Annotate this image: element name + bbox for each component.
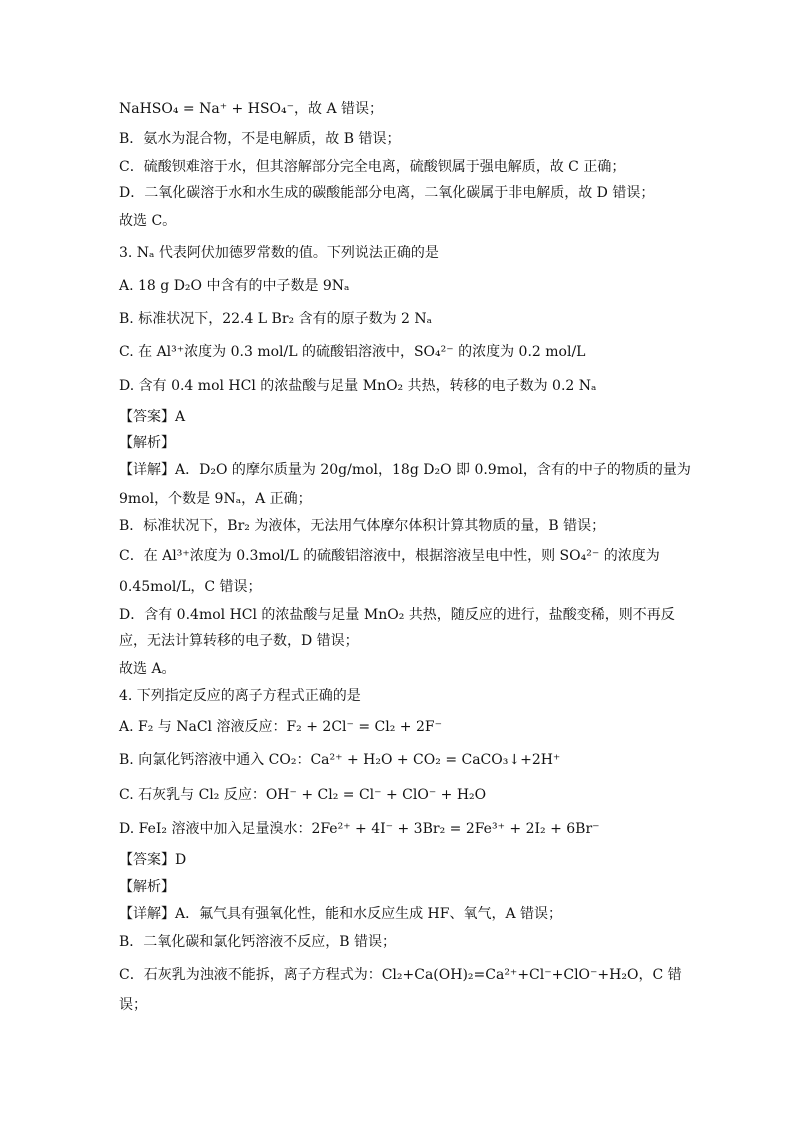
text-line: 【详解】A．D₂O 的摩尔质量为 20g/mol，18g D₂O 即 0.9mol，含有的中子的物质的量为 <box>119 462 691 478</box>
text-line: 故选 A。 <box>119 661 176 677</box>
option-b: B. 向氯化钙溶液中通入 CO₂：Ca²⁺ + H₂O + CO₂ = CaCO₃↓+2H⁺ <box>119 752 561 768</box>
text-line: 应，无法计算转移的电子数，D 错误； <box>119 633 359 649</box>
analysis-label: 【解析】 <box>119 879 175 895</box>
option-b: B. 标准状况下，22.4 L Br₂ 含有的原子数为 2 Nₐ <box>119 311 433 327</box>
text-line: 0.45mol/L，C 错误； <box>119 579 262 595</box>
text-line: C．硫酸钡难溶于水，但其溶解部分完全电离，硫酸钡属于强电解质，故 C 正确； <box>119 159 626 175</box>
analysis-label: 【解析】 <box>119 435 175 451</box>
text-line: B．氨水为混合物，不是电解质，故 B 错误； <box>119 131 401 147</box>
answer-label: 【答案】A <box>119 409 186 425</box>
text-line: 【详解】A．氟气具有强氧化性，能和水反应生成 HF、氧气，A 错误； <box>119 906 563 922</box>
text-line: C．石灰乳为浊液不能拆，离子方程式为：Cl₂+Ca(OH)₂=Ca²⁺+Cl⁻+ClO⁻+H₂O，C 错 <box>119 967 682 983</box>
text-line: D．二氧化碳溶于水和水生成的碳酸能部分电离，二氧化碳属于非电解质，故 D 错误； <box>119 185 655 201</box>
text-line: NaHSO₄ = Na⁺ + HSO₄⁻，故 A 错误； <box>119 101 384 117</box>
option-a: A. F₂ 与 NaCl 溶液反应：F₂ + 2Cl⁻ = Cl₂ + 2F⁻ <box>119 719 442 735</box>
question-4-stem: 4. 下列指定反应的离子方程式正确的是 <box>119 688 361 704</box>
text-line: 故选 C。 <box>119 213 177 229</box>
text-line: 误； <box>119 997 147 1013</box>
question-3-stem: 3. Nₐ 代表阿伏加德罗常数的值。下列说法正确的是 <box>119 245 439 261</box>
text-line: C．在 Al³⁺浓度为 0.3mol/L 的硫酸铝溶液中，根据溶液呈电中性，则 SO₄²⁻ 的浓度为 <box>119 548 660 564</box>
option-a: A. 18 g D₂O 中含有的中子数是 9Nₐ <box>119 278 350 294</box>
text-line: D．含有 0.4mol HCl 的浓盐酸与足量 MnO₂ 共热，随反应的进行，盐酸变稀，则不再反 <box>119 607 675 623</box>
option-d: D. 含有 0.4 mol HCl 的浓盐酸与足量 MnO₂ 共热，转移的电子数为 0.2 Nₐ <box>119 378 597 394</box>
answer-label: 【答案】D <box>119 852 187 868</box>
text-line: B．标准状况下，Br₂ 为液体，无法用气体摩尔体积计算其物质的量，B 错误； <box>119 518 606 534</box>
option-c: C. 在 Al³⁺浓度为 0.3 mol/L 的硫酸铝溶液中，SO₄²⁻ 的浓度为 0.2 mol/L <box>119 344 586 360</box>
text-line: B．二氧化碳和氯化钙溶液不反应，B 错误； <box>119 934 397 950</box>
option-c: C. 石灰乳与 Cl₂ 反应：OH⁻ + Cl₂ = Cl⁻ + ClO⁻ + H₂O <box>119 787 487 803</box>
option-d: D. FeI₂ 溶液中加入足量溴水：2Fe²⁺ + 4I⁻ + 3Br₂ = 2Fe³⁺ + 2I₂ + 6Br⁻ <box>119 821 600 837</box>
text-line: 9mol，个数是 9Nₐ，A 正确； <box>119 491 312 507</box>
